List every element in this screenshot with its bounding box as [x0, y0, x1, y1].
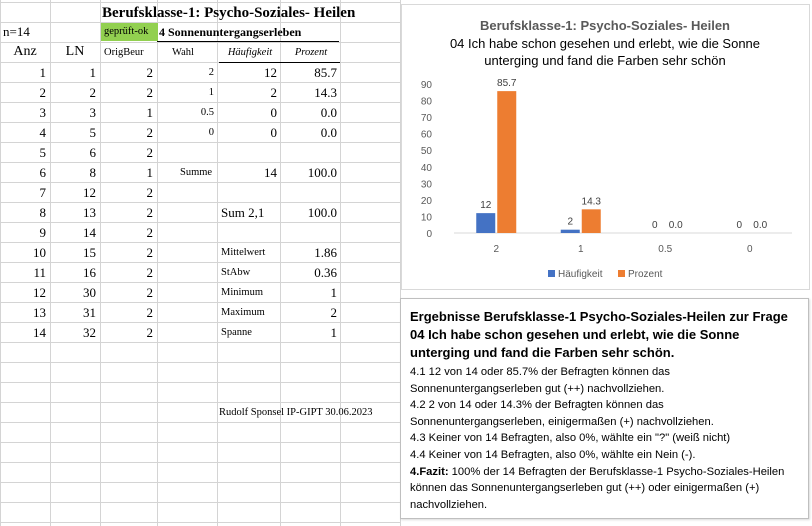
- status-badge: geprüft-ok: [101, 23, 158, 41]
- cell-orig: 2: [146, 285, 153, 300]
- x-tick-label: 2: [493, 244, 500, 255]
- cell-anz: 6: [39, 165, 46, 180]
- freq-proz: 0.0: [320, 125, 337, 140]
- y-tick-label: 0: [426, 229, 432, 240]
- stat-label: Spanne: [221, 327, 252, 338]
- bar-prozent: [497, 91, 516, 233]
- cell-ln: 3: [89, 105, 96, 120]
- sum21-prozent: 100.0: [307, 205, 337, 220]
- sum21-label: Sum 2,1: [221, 205, 265, 220]
- cell-ln: 14: [83, 225, 96, 240]
- cell-ln: 32: [83, 325, 96, 340]
- summe-label: Summe: [180, 167, 213, 178]
- y-tick-label: 30: [420, 179, 432, 191]
- cell-orig: 2: [146, 225, 153, 240]
- cell-orig: 2: [146, 205, 153, 220]
- cell-anz: 11: [33, 265, 46, 280]
- cell-orig: 2: [146, 85, 153, 100]
- legend-label: Häufigkeit: [558, 269, 603, 280]
- cell-anz: 4: [39, 125, 46, 140]
- cell-ln: 12: [83, 185, 96, 200]
- cell-anz: 9: [39, 225, 46, 240]
- result-4-2: 4.2 2 von 14 oder 14.3% der Befragten können das Sonnenuntergangserleben, einigermaßen (+) nachvollziehen.: [410, 399, 714, 428]
- grid-row-line: [0, 522, 400, 523]
- data-label: 0: [651, 220, 658, 231]
- data-label: 85.7: [497, 78, 517, 90]
- freq-haeuf: 0: [270, 105, 277, 120]
- bar-prozent: [582, 209, 601, 233]
- cell-ln: 31: [83, 305, 96, 320]
- cell-orig: 2: [146, 325, 153, 340]
- stat-value: 0.36: [314, 265, 337, 280]
- cell-anz: 8: [39, 205, 46, 220]
- grid-row-line: [0, 382, 400, 383]
- data-label: 14.3: [581, 196, 601, 208]
- stat-value: 1: [330, 325, 337, 340]
- cell-ln: 30: [83, 285, 96, 300]
- stat-value: 1: [330, 285, 337, 300]
- cell-ln: 2: [89, 85, 96, 100]
- cell-orig: 2: [146, 185, 153, 200]
- freq-wahl: 0.5: [200, 107, 214, 118]
- cell-orig: 2: [146, 125, 153, 140]
- freq-proz: 0.0: [320, 105, 337, 120]
- stat-label: Minimum: [221, 287, 264, 298]
- freq-haeuf: 0: [270, 125, 277, 140]
- legend-swatch: [548, 270, 555, 277]
- cell-anz: 7: [39, 185, 46, 200]
- result-4-4: 4.4 Keiner von 14 Befragten, also 0%, wählte ein Nein (-).: [410, 448, 696, 461]
- cell-ln: 1: [89, 65, 96, 80]
- grid-row-line: [0, 362, 400, 363]
- header-haeufigkeit: Häufigkeit: [227, 47, 273, 58]
- cell-anz: 14: [33, 325, 46, 340]
- header-ln: LN: [65, 44, 85, 59]
- bar-haeufigkeit: [561, 230, 580, 233]
- fazit-label: 4.Fazit:: [410, 465, 449, 478]
- stat-label: Mittelwert: [221, 247, 266, 258]
- cell-ln: 5: [89, 125, 96, 140]
- cell-anz: 10: [33, 245, 46, 260]
- data-label: 2: [567, 216, 574, 228]
- x-tick-label: 0: [746, 244, 753, 255]
- chart-subtitle-line: 04 Ich habe schon gesehen und erlebt, wie die Sonne: [449, 36, 761, 51]
- grid-column-line: [340, 0, 341, 526]
- bar-haeufigkeit: [476, 213, 495, 233]
- grid-row-line: [0, 442, 400, 443]
- cell-orig: 1: [146, 165, 153, 180]
- grid-row-line: [0, 482, 400, 483]
- summe-prozent: 100.0: [307, 165, 337, 180]
- data-label: 0.0: [668, 220, 683, 231]
- y-tick-label: 10: [420, 212, 432, 224]
- cell-anz: 5: [39, 145, 46, 160]
- x-tick-label: 1: [577, 244, 584, 255]
- y-tick-label: 70: [420, 113, 432, 125]
- freq-haeuf: 2: [270, 85, 277, 100]
- result-4-3: 4.3 Keiner von 14 Befragten, also 0%, wählte ein "?" (weiß nicht): [410, 432, 731, 445]
- cell-anz: 3: [39, 105, 46, 120]
- legend-swatch: [618, 270, 625, 277]
- footer-credit: Rudolf Sponsel IP-GIPT 30.06.2023: [219, 407, 373, 418]
- cell-ln: 15: [83, 245, 96, 260]
- chart-title: Berufsklasse-1: Psycho-Soziales- Heilen: [480, 18, 730, 33]
- cell-anz: 1: [39, 65, 46, 80]
- cell-ln: 13: [83, 205, 96, 220]
- y-tick-label: 20: [420, 195, 432, 207]
- cell-orig: 2: [146, 245, 153, 260]
- stat-value: 2: [330, 305, 337, 320]
- results-textbox[interactable]: [400, 298, 809, 519]
- results-heading: Ergebnisse Berufsklasse-1 Psycho-Soziales-Heilen zur Frage 04 Ich habe schon gesehen und erlebt, wie die Sonne unterging und fand die Farben sehr schön.: [410, 309, 788, 360]
- cell-orig: 2: [146, 305, 153, 320]
- y-tick-label: 80: [420, 96, 432, 108]
- data-label: 0.0: [753, 220, 768, 231]
- sheet-title: Berufsklasse-1: Psycho-Soziales- Heilen: [102, 5, 356, 21]
- stat-label: Maximum: [221, 307, 265, 318]
- y-tick-label: 50: [420, 146, 432, 158]
- header-anz: Anz: [13, 44, 37, 59]
- grid-row-line: [0, 462, 400, 463]
- legend-label: Prozent: [628, 269, 663, 280]
- cell-ln: 16: [83, 265, 96, 280]
- header-prozent: Prozent: [294, 47, 328, 58]
- header-wahl: Wahl: [172, 47, 194, 58]
- chart-subtitle-line: unterging und fand die Farben sehr schön: [484, 53, 726, 68]
- cell-orig: 2: [146, 265, 153, 280]
- freq-wahl: 2: [208, 67, 214, 78]
- question-underline: [157, 41, 339, 42]
- result-4-1: 4.1 12 von 14 oder 85.7% der Befragten können das Sonnenuntergangserleben gut (++) nachvollziehen.: [410, 366, 670, 395]
- y-tick-label: 40: [420, 162, 432, 174]
- stat-label: StAbw: [221, 267, 251, 278]
- grid-row-line: [0, 502, 400, 503]
- x-tick-label: 0.5: [658, 244, 673, 255]
- cell-anz: 2: [39, 85, 46, 100]
- cell-ln: 8: [89, 165, 96, 180]
- summe-haeufigkeit: 14: [264, 165, 277, 180]
- grid-column-line: [217, 0, 218, 526]
- freq-proz: 14.3: [314, 85, 337, 100]
- y-tick-label: 90: [420, 80, 432, 91]
- chart-panel[interactable]: [401, 4, 810, 290]
- y-tick-label: 60: [420, 129, 432, 141]
- header-origbeur: OrigBeur: [104, 47, 144, 58]
- n-label: n=14: [3, 24, 30, 39]
- data-label: 12: [480, 200, 492, 212]
- question-label: 4 Sonnenuntergangserleben: [159, 25, 302, 39]
- data-label: 0: [736, 220, 743, 231]
- cell-anz: 12: [33, 285, 46, 300]
- bar-chart: [402, 5, 809, 289]
- freq-proz: 85.7: [314, 65, 337, 80]
- cell-ln: 6: [89, 145, 96, 160]
- fazit-text: 100% der 14 Befragten der Berufsklasse-1 Psycho-Soziales-Heilen können das Sonnenuntergangserleben gut (++) oder einigermaßen (+) nachvollziehen.: [410, 465, 785, 511]
- cell-anz: 13: [33, 305, 46, 320]
- cell-orig: 1: [146, 105, 153, 120]
- stat-value: 1.86: [314, 245, 337, 260]
- freq-wahl: 1: [208, 87, 214, 98]
- result-fazit: [410, 464, 800, 514]
- freq-haeuf: 12: [264, 65, 277, 80]
- cell-orig: 2: [146, 145, 153, 160]
- freq-wahl: 0: [208, 127, 214, 138]
- cell-orig: 2: [146, 65, 153, 80]
